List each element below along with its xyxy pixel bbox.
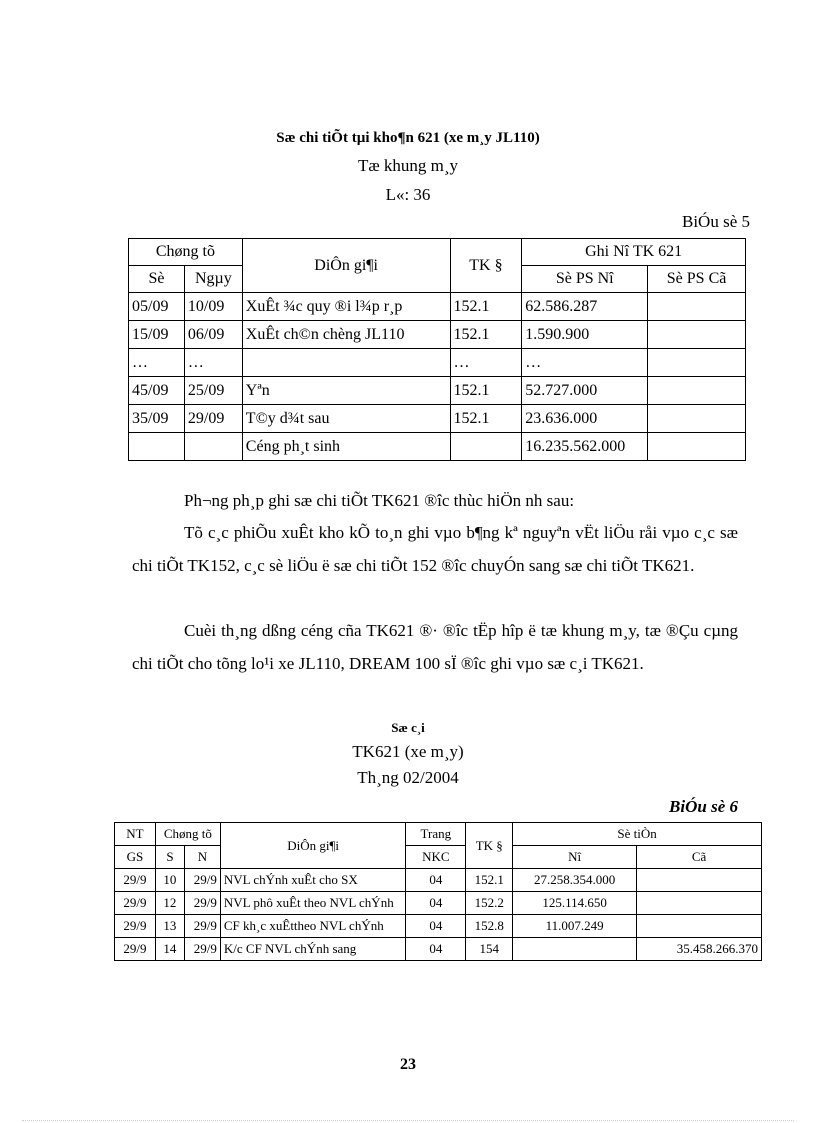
cell-s: 12 xyxy=(155,892,184,915)
header-amount: Sè tiÒn xyxy=(513,823,762,846)
header-account: TK § xyxy=(450,239,522,293)
header-account: TK § xyxy=(466,823,513,869)
header-credit-amount: Sè PS Cã xyxy=(648,266,746,293)
cell-account: 152.1 xyxy=(450,321,522,349)
cell-number: 45/09 xyxy=(129,377,185,405)
form-label-6: BiÓu sè 6 xyxy=(669,797,738,816)
header-page: Trang xyxy=(406,823,466,846)
general-ledger-table xyxy=(114,822,762,961)
cell-nt: 29/9 xyxy=(115,892,156,915)
cell-debit: 52.727.000 xyxy=(522,377,648,405)
cell-debit: 16.235.562.000 xyxy=(522,433,648,461)
cell-date: 25/09 xyxy=(184,377,242,405)
header-debit: Nî xyxy=(513,846,637,869)
header-description: DiÔn gi¶i xyxy=(220,823,405,869)
cell-nt: 29/9 xyxy=(115,938,156,961)
cell-date: 29/09 xyxy=(184,405,242,433)
cell-account: 152.8 xyxy=(466,915,513,938)
cell-debit xyxy=(513,938,637,961)
header-date: Ngµy xyxy=(184,266,242,293)
cell-nt: 29/9 xyxy=(115,869,156,892)
lot-number: L«: 36 xyxy=(385,185,431,204)
table-row xyxy=(115,892,762,915)
cell-date: 06/09 xyxy=(184,321,242,349)
cell-credit xyxy=(648,349,746,377)
cell-debit: 62.586.287 xyxy=(522,293,648,321)
table-header-row xyxy=(115,823,762,846)
cell-s: 14 xyxy=(155,938,184,961)
cell-account: 152.1 xyxy=(450,405,522,433)
header-voucher: Chøng tõ xyxy=(155,823,220,846)
cell-date: 10/09 xyxy=(184,293,242,321)
paragraph-month-end: Cuèi th¸ng dßng céng cña TK621 ®· ®îc tËp hîp ë tæ khung m¸y, tæ ®Çu cµng chi tiÕt cho tõng lo¹i xe JL110, DREAM 100 sÏ ®îc ghi vµo sæ c¸i TK621. xyxy=(132,621,738,673)
cell-page: 04 xyxy=(406,892,466,915)
cell-account: 154 xyxy=(466,938,513,961)
cell-number: 35/09 xyxy=(129,405,185,433)
cell-credit xyxy=(637,915,762,938)
cell-number xyxy=(129,433,185,461)
cell-debit: 11.007.249 xyxy=(513,915,637,938)
table-row xyxy=(129,349,746,377)
cell-description: CF kh¸c xuÊttheo NVL chÝnh xyxy=(220,915,405,938)
header-number: Sè xyxy=(129,266,185,293)
ledger-subtitle: Tæ khung m¸y xyxy=(357,156,459,175)
table-row xyxy=(129,293,746,321)
header-n: N xyxy=(184,846,220,869)
cell-number: 05/09 xyxy=(129,293,185,321)
table-row xyxy=(115,915,762,938)
table-row xyxy=(129,377,746,405)
cell-debit: … xyxy=(522,349,648,377)
cell-debit: 125.114.650 xyxy=(513,892,637,915)
header-nt: NT xyxy=(115,823,156,846)
paragraph-source: Tõ c¸c phiÕu xuÊt kho kÕ to¸n ghi vµo b¶ng kª nguyªn vËt liÖu råi vµo c¸c sæ chi tiÕt TK152, c¸c sè liÖu ë sæ chi tiÕt 152 ®îc chuyÓn sang sæ chi tiÕt TK621. xyxy=(132,523,738,575)
ledger-title: Sæ chi tiÕt tµi kho¶n 621 (xe m¸y JL110) xyxy=(276,130,540,146)
cell-account xyxy=(450,433,522,461)
cell-description xyxy=(242,349,450,377)
cell-description: K/c CF NVL chÝnh sang xyxy=(220,938,405,961)
general-ledger-month: Th¸ng 02/2004 xyxy=(357,768,459,787)
table-row xyxy=(115,938,762,961)
cell-n: 29/9 xyxy=(184,892,220,915)
cell-description: Yªn xyxy=(242,377,450,405)
cell-debit: 27.258.354.000 xyxy=(513,869,637,892)
cell-description: NVL phô xuÊt theo NVL chÝnh xyxy=(220,892,405,915)
header-gs: GS xyxy=(115,846,156,869)
header-description: DiÔn gi¶i xyxy=(242,239,450,293)
cell-credit xyxy=(648,433,746,461)
cell-n: 29/9 xyxy=(184,938,220,961)
cell-page: 04 xyxy=(406,915,466,938)
cell-credit xyxy=(648,293,746,321)
cell-date: … xyxy=(184,349,242,377)
cell-account: … xyxy=(450,349,522,377)
cell-n: 29/9 xyxy=(184,869,220,892)
cell-s: 10 xyxy=(155,869,184,892)
cell-description: Céng ph¸t sinh xyxy=(242,433,450,461)
cell-account: 152.1 xyxy=(450,293,522,321)
table-row xyxy=(115,869,762,892)
cell-account: 152.1 xyxy=(466,869,513,892)
table-header-row xyxy=(129,239,746,266)
cell-credit: 35.458.266.370 xyxy=(637,938,762,961)
header-credit: Cã xyxy=(637,846,762,869)
table-total-row xyxy=(129,433,746,461)
cell-credit xyxy=(637,892,762,915)
cell-account: 152.2 xyxy=(466,892,513,915)
cell-s: 13 xyxy=(155,915,184,938)
cell-account: 152.1 xyxy=(450,377,522,405)
page-number: 23 xyxy=(400,1056,416,1073)
cell-date xyxy=(184,433,242,461)
general-ledger-account: TK621 (xe m¸y) xyxy=(352,742,464,761)
cell-description: XuÊt ¾c quy ®i l¾p r¸p xyxy=(242,293,450,321)
cell-description: XuÊt ch©n chèng JL110 xyxy=(242,321,450,349)
cell-credit xyxy=(648,377,746,405)
cell-credit xyxy=(637,869,762,892)
header-debit-621: Ghi Nî TK 621 xyxy=(522,239,746,266)
cell-description: T©y d¾t sau xyxy=(242,405,450,433)
cell-credit xyxy=(648,321,746,349)
cell-nt: 29/9 xyxy=(115,915,156,938)
cell-description: NVL chÝnh xuÊt cho SX xyxy=(220,869,405,892)
cell-page: 04 xyxy=(406,869,466,892)
table-header-row xyxy=(115,846,762,869)
header-s: S xyxy=(155,846,184,869)
header-debit-amount: Sè PS Nî xyxy=(522,266,648,293)
page-bottom-divider xyxy=(22,1120,794,1121)
detail-ledger-table xyxy=(128,238,746,461)
cell-page: 04 xyxy=(406,938,466,961)
cell-number: … xyxy=(129,349,185,377)
cell-n: 29/9 xyxy=(184,915,220,938)
header-voucher: Chøng tõ xyxy=(129,239,243,266)
general-ledger-title: Sæ c¸i xyxy=(391,720,425,735)
table-row xyxy=(129,405,746,433)
header-nkc: NKC xyxy=(406,846,466,869)
cell-debit: 23.636.000 xyxy=(522,405,648,433)
cell-debit: 1.590.900 xyxy=(522,321,648,349)
cell-credit xyxy=(648,405,746,433)
form-label-5: BiÓu sè 5 xyxy=(682,212,750,231)
cell-number: 15/09 xyxy=(129,321,185,349)
table-row xyxy=(129,321,746,349)
paragraph-method: Ph¬ng ph¸p ghi sæ chi tiÕt TK621 ®îc thùc hiÖn nh sau: xyxy=(184,491,575,510)
